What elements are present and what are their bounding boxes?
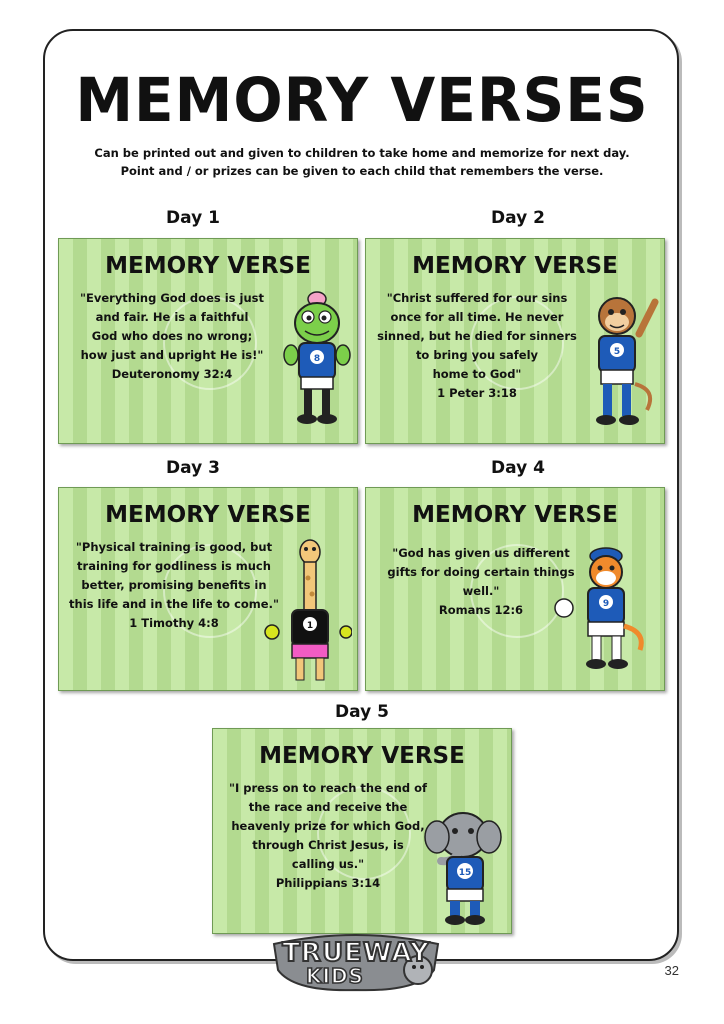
svg-text:8: 8 xyxy=(313,354,321,364)
page-title: MEMORY VERSES xyxy=(75,64,649,136)
frog-mascot-icon xyxy=(277,289,357,434)
verse-text: "Physical training is good, but training for godliness is much better, promising benefits in this life and in the life to come." 1 Timothy 4:8 xyxy=(61,538,287,633)
day-3-label: Day 3 xyxy=(166,458,220,478)
verse-reference: 1 Timothy 4:8 xyxy=(129,616,219,630)
verse-text: "God has given us different gifts for doing certain things well." Romans 12:6 xyxy=(376,544,586,620)
verse-reference: Philippians 3:14 xyxy=(275,876,381,890)
tiger-mascot-icon xyxy=(550,546,650,676)
memory-verse-card-day-2 xyxy=(365,238,665,444)
monkey-mascot-icon xyxy=(581,294,663,434)
subtitle-line-1: Can be printed out and given to children to take home and memorize for next day. xyxy=(94,146,630,160)
card-heading: MEMORY VERSE xyxy=(412,502,618,528)
page-number: 32 xyxy=(664,963,679,978)
trueway-kids-logo xyxy=(268,930,444,996)
verse-text: "Christ suffered for our sins once for all time. He never sinned, but he died for sinners to bring you safely home to God" 1 Peter 3:18 xyxy=(365,289,592,403)
memory-verse-card-day-3 xyxy=(58,487,358,691)
svg-text:9: 9 xyxy=(602,599,610,609)
day-2-label: Day 2 xyxy=(491,208,545,228)
day-1-label: Day 1 xyxy=(166,208,220,228)
day-4-label: Day 4 xyxy=(491,458,545,478)
memory-verse-card-day-5 xyxy=(212,728,512,934)
day-5-label: Day 5 xyxy=(335,702,389,722)
verse-reference: Deuteronomy 32:4 xyxy=(111,367,233,381)
svg-text:5: 5 xyxy=(613,347,621,357)
card-heading: MEMORY VERSE xyxy=(412,253,618,279)
verse-reference: Romans 12:6 xyxy=(438,603,524,617)
svg-text:15: 15 xyxy=(458,868,472,878)
verse-reference: 1 Peter 3:18 xyxy=(437,386,517,400)
subtitle-line-2: Point and / or prizes can be given to each child that remembers the verse. xyxy=(120,164,604,178)
card-heading: MEMORY VERSE xyxy=(259,743,465,769)
card-heading: MEMORY VERSE xyxy=(105,502,311,528)
logo-text-line-1: TRUEWAY xyxy=(282,938,430,968)
memory-verse-card-day-1 xyxy=(58,238,358,444)
svg-text:1: 1 xyxy=(306,621,314,631)
verse-text: "I press on to reach the end of the race and receive the heavenly prize for which God, through Christ Jesus, is calling us." Philippians 3:14 xyxy=(217,779,439,893)
memory-verse-card-day-4 xyxy=(365,487,665,691)
logo-text-line-2: KIDS xyxy=(306,964,364,988)
verse-text: "Everything God does is just and fair. He is a faithful God who does no wrong; how just and upright He is!" Deuteronomy 32:4 xyxy=(67,289,277,384)
giraffe-mascot-icon xyxy=(264,538,352,688)
elephant-mascot-icon xyxy=(417,809,509,927)
card-heading: MEMORY VERSE xyxy=(105,253,311,279)
